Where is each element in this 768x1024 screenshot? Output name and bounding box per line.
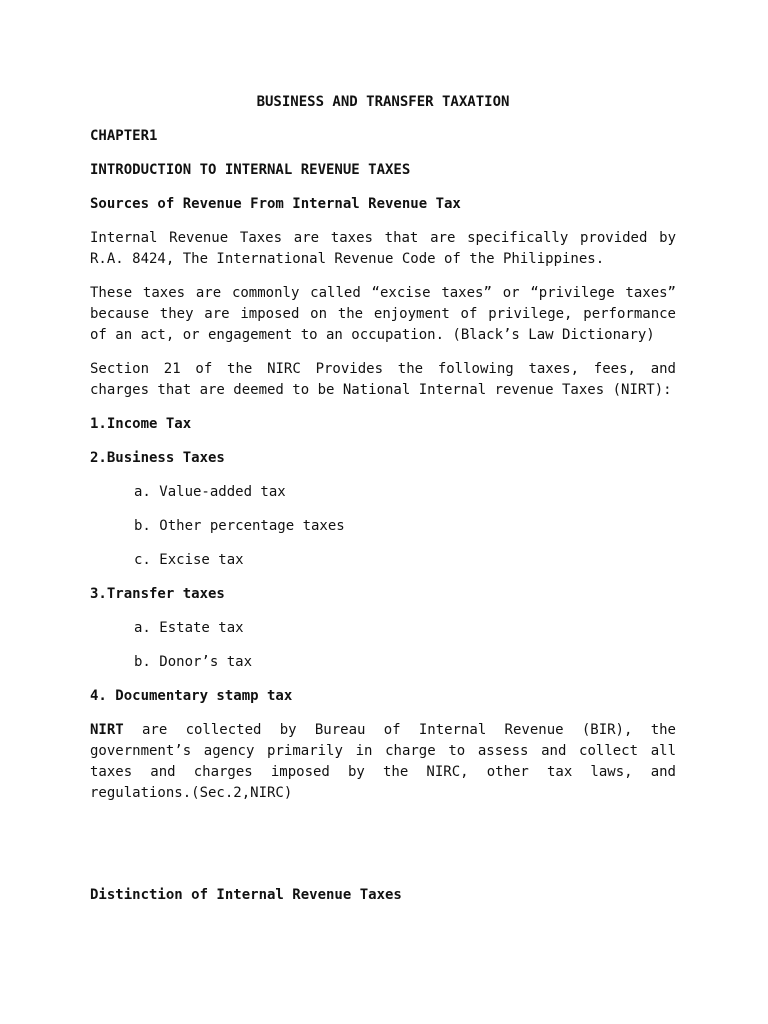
paragraph-excise-taxes: These taxes are commonly called “excise taxes” or “privilege taxes” because they are imposed on the enjoyment of privilege, performance of an act, or engagement to an occupation. (Black’s Law Dictionary) — [90, 285, 676, 343]
list-subitem-other-percentage-taxes: b. Other percentage taxes — [134, 518, 345, 534]
section-heading-distinction: Distinction of Internal Revenue Taxes — [90, 887, 402, 903]
list-subitem-excise-tax: c. Excise tax — [134, 552, 244, 568]
section-heading-sources: Sources of Revenue From Internal Revenue Tax — [90, 196, 461, 212]
list-item-business-taxes: 2.Business Taxes — [90, 450, 225, 466]
list-subitem-estate-tax: a. Estate tax — [134, 620, 244, 636]
list-item-documentary-stamp-tax: 4. Documentary stamp tax — [90, 688, 293, 704]
chapter-title: INTRODUCTION TO INTERNAL REVENUE TAXES — [90, 162, 411, 178]
paragraph-nirt-collection — [90, 720, 676, 804]
list-subitem-donors-tax: b. Donor’s tax — [134, 654, 253, 670]
paragraph-section-21: Section 21 of the NIRC Provides the following taxes, fees, and charges that are deemed to be National Internal revenue Taxes (NIRT): — [90, 361, 676, 398]
list-subitem-value-added-tax: a. Value-added tax — [134, 484, 286, 500]
blank-space — [90, 817, 676, 885]
nirt-term: NIRT — [90, 722, 124, 738]
list-item-transfer-taxes: 3.Transfer taxes — [90, 586, 225, 602]
chapter-number: CHAPTER1 — [90, 128, 158, 144]
nirt-description: are collected by Bureau of Internal Revenue (BIR), the government’s agency primarily in charge to assess and collect all taxes and charges imposed by the NIRC, other tax laws, and regulations.(Sec.2,NIRC) — [90, 722, 676, 801]
document-title: BUSINESS AND TRANSFER TAXATION — [256, 94, 510, 110]
document-page — [90, 92, 676, 906]
list-item-income-tax: 1.Income Tax — [90, 416, 192, 432]
paragraph-definition: Internal Revenue Taxes are taxes that are specifically provided by R.A. 8424, The International Revenue Code of the Philippines. — [90, 230, 676, 267]
